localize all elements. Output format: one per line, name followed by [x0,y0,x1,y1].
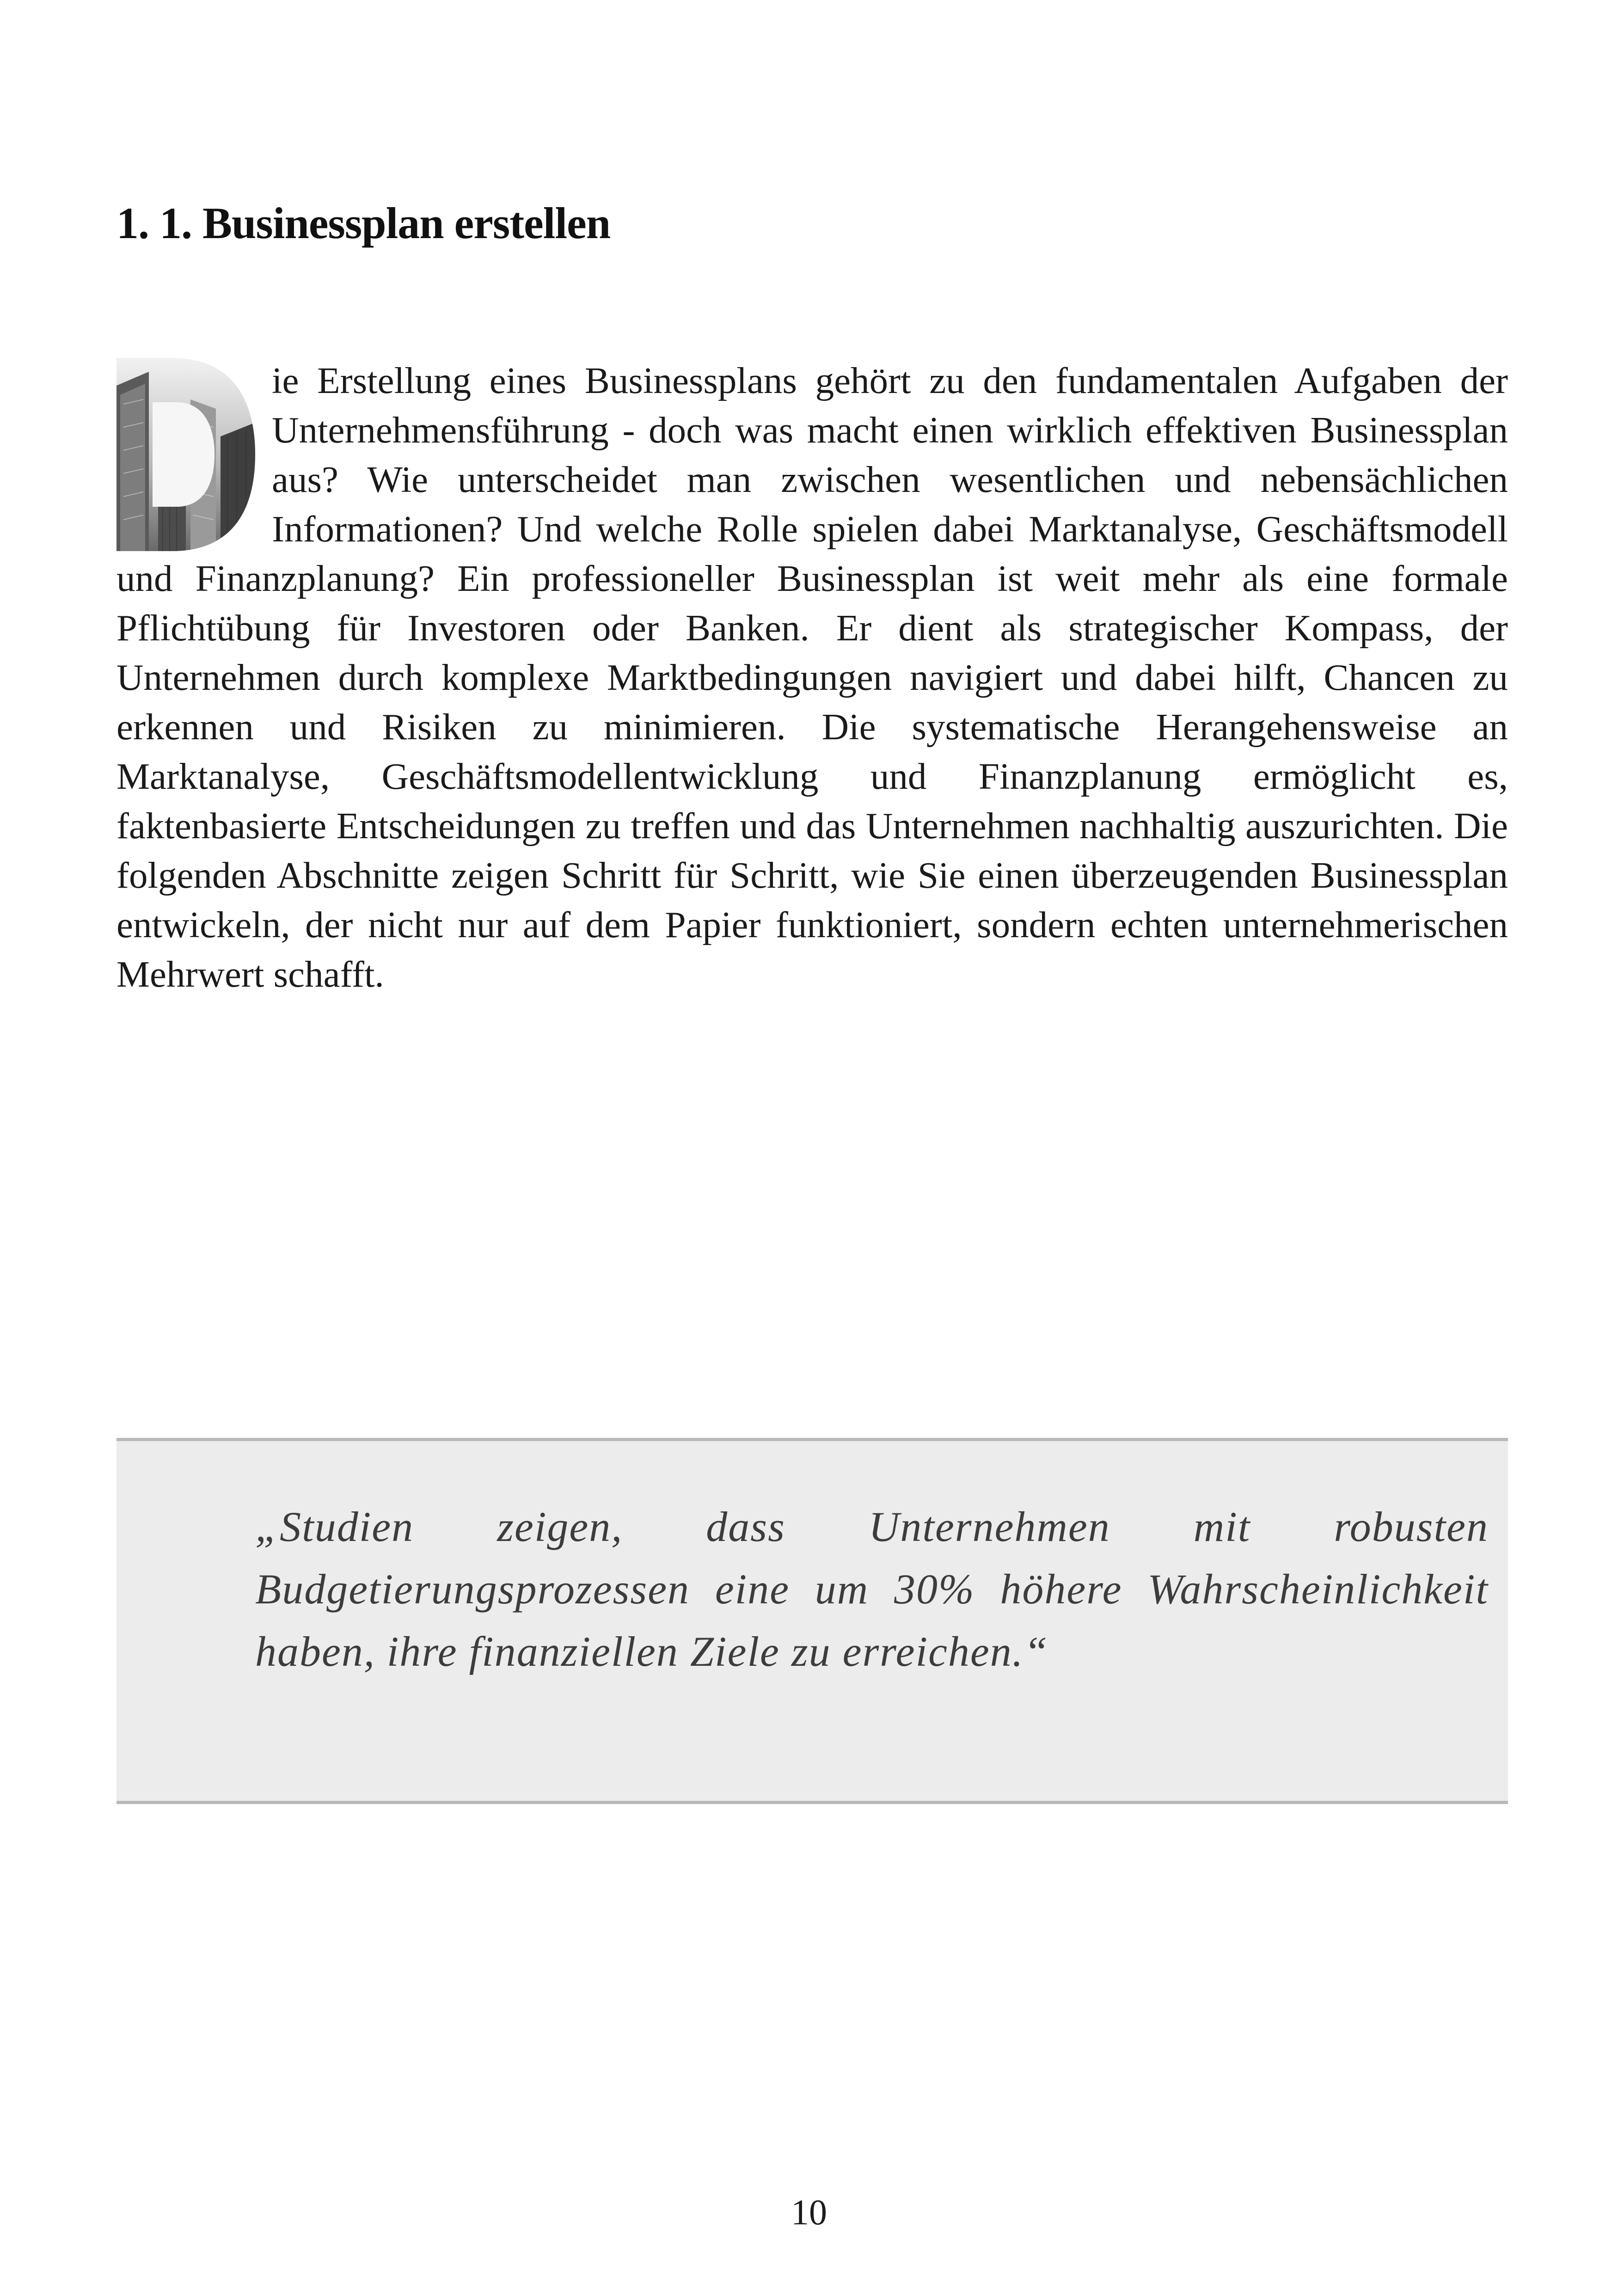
section-heading: 1. 1. Businessplan erstellen [116,198,611,248]
intro-paragraph-text: ie Erstellung eines Businessplans gehört zu den fundamentalen Aufgaben der Unternehmensführung - doch was macht einen wirklich effektiven Businessplan aus? Wie unterscheidet man zwischen wesentlichen und nebensächlichen Informationen? Und welche Rolle spielen dabei Marktanalyse, Geschäftsmodell und Finanzplanung? Ein professioneller Businessplan ist weit mehr als eine formale Pflichtübung für Investoren oder Banken. Er dient als strategischer Kompass, der Unternehmen durch komplexe Marktbedingungen navigiert und dabei hilft, Chancen zu erkennen und Risiken zu minimieren. Die systematische Herangehensweise an Marktanalyse, Geschäftsmodellentwicklung und Finanzplanung ermöglicht es, faktenbasierte Entscheidungen zu treffen und das Unternehmen nachhaltig auszurichten. Die folgenden Abschnitte zeigen Schritt für Schritt, wie Sie einen überzeugenden Businessplan entwickeln, der nicht nur auf dem Papier funktioniert, sondern echten unternehmerischen Mehrwert schafft. [116,360,1508,995]
intro-paragraph [116,356,1508,999]
quote-callout [116,1438,1508,1804]
city-skyscraper-photo-letter-icon [116,358,255,551]
page-number: 10 [791,2192,827,2232]
quote-text: „Studien zeigen, dass Unternehmen mit robusten Budgetierungsprozessen eine um 30% höhere Wahrscheinlichkeit haben, ihre finanziellen Ziele zu erreichen.“ [255,1503,1489,1675]
dropcap-letter [116,358,255,551]
